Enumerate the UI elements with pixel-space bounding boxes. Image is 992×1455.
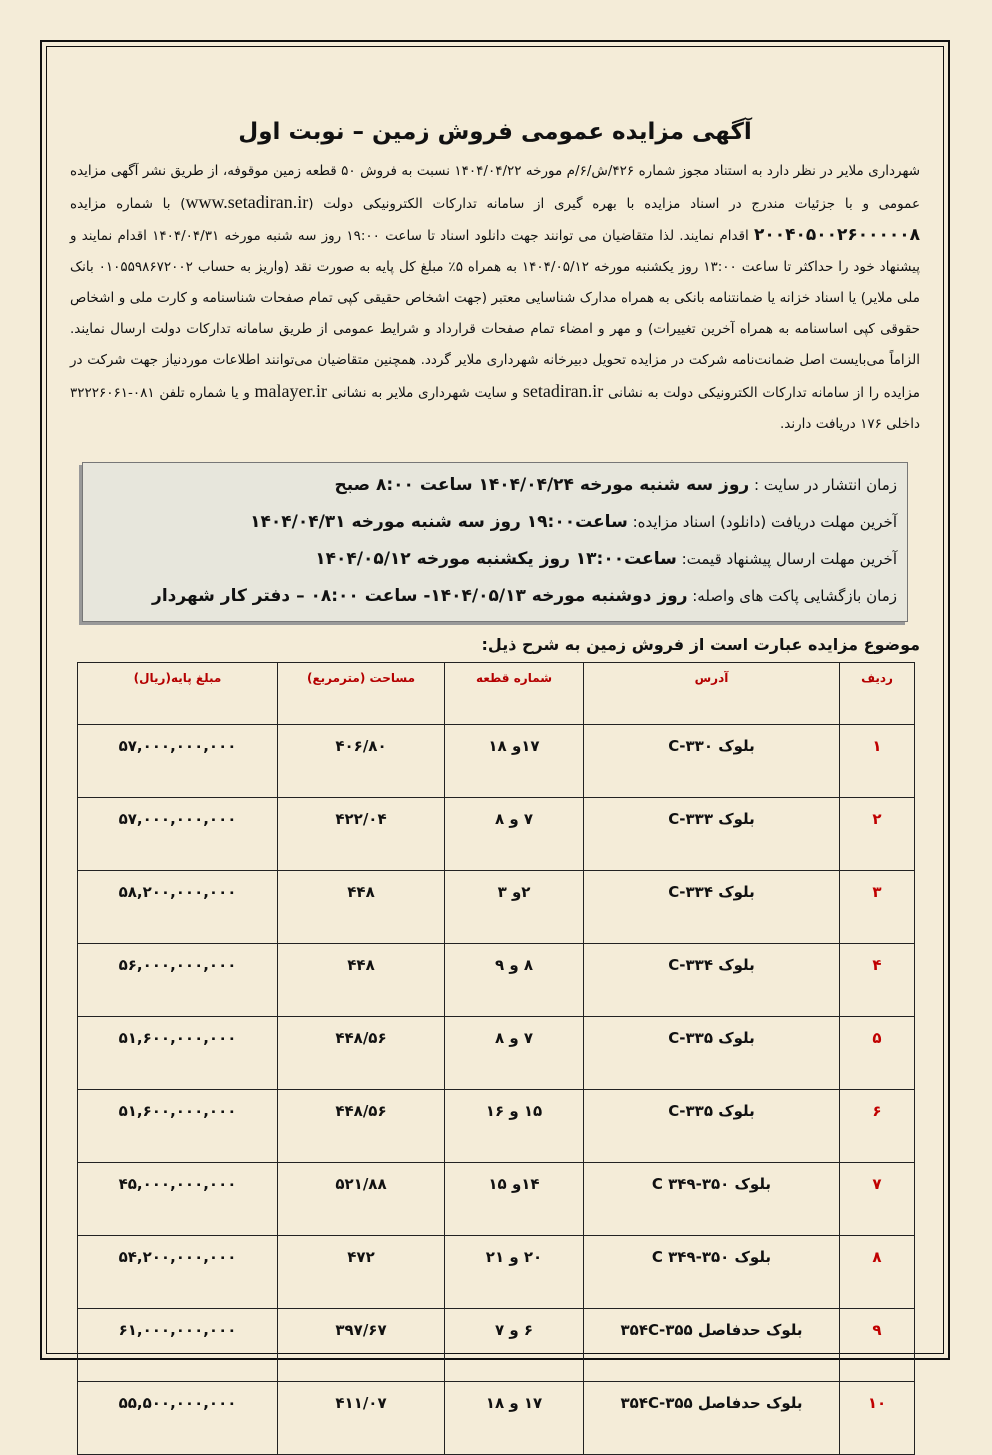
table-header-row [78, 663, 915, 725]
paragraph-part-5: و یا شماره تلفن ۰۸۱-۳۲۲۲۶۰۶۱ داخلی ۱۷۶ دریافت دارند. [70, 385, 920, 432]
document-content [70, 118, 920, 1455]
schedule-opening [93, 578, 897, 615]
table-row [78, 1382, 915, 1455]
cell-parcel: ۲و ۳ [445, 871, 584, 944]
cell-parcel: ۶ و ۷ [445, 1309, 584, 1382]
cell-address: بلوک ۳۳۵-C [584, 1090, 840, 1163]
cell-area: ۴۴۸/۵۶ [278, 1090, 445, 1163]
cell-parcel: ۸ و ۹ [445, 944, 584, 1017]
cell-idx: ۸ [840, 1236, 915, 1309]
cell-idx: ۳ [840, 871, 915, 944]
schedule-publish-label: زمان انتشار در سایت : [749, 476, 897, 494]
table-row [78, 871, 915, 944]
cell-address: بلوک حدفاصل ۳۵۵-۳۵۴C [584, 1309, 840, 1382]
table-row [78, 1017, 915, 1090]
cell-parcel: ۱۴و ۱۵ [445, 1163, 584, 1236]
header-address: آدرس [584, 663, 840, 725]
table-row [78, 798, 915, 871]
cell-price: ۵۸,۲۰۰,۰۰۰,۰۰۰ [78, 871, 278, 944]
cell-price: ۵۷,۰۰۰,۰۰۰,۰۰۰ [78, 725, 278, 798]
cell-price: ۴۵,۰۰۰,۰۰۰,۰۰۰ [78, 1163, 278, 1236]
schedule-bid [93, 541, 897, 578]
cell-area: ۴۱۱/۰۷ [278, 1382, 445, 1455]
table-row [78, 725, 915, 798]
cell-parcel: ۲۰ و ۲۱ [445, 1236, 584, 1309]
cell-address: بلوک ۳۳۰-C [584, 725, 840, 798]
table-row [78, 1236, 915, 1309]
cell-idx: ۱ [840, 725, 915, 798]
cell-address: بلوک ۳۵۰-۳۴۹ C [584, 1163, 840, 1236]
cell-parcel: ۷ و ۸ [445, 798, 584, 871]
schedule-opening-value: روز دوشنبه مورخه ۱۴۰۴/۰۵/۱۳- ساعت ۰۸:۰۰ – دفتر کار شهردار [152, 586, 688, 606]
lots-table [77, 662, 915, 1455]
table-row [78, 1163, 915, 1236]
setad-site[interactable]: setadiran.ir [522, 381, 604, 401]
header-idx: ردیف [840, 663, 915, 725]
paragraph-part-1: شهرداری ملایر در نظر دارد به استناد مجوز شماره ۴۲۶/ش/۶/م مورخه ۱۴۰۴/۰۴/۲۲ نسبت به فروش ۵۰ قطعه زمین موقوفه، از طریق نشر آگهی مزایده عمومی و با جزئیات مندرج در اسناد مزایده با بهره گیری از سامانه تدارکات الکترونیکی دولت ( [70, 163, 921, 212]
cell-idx: ۲ [840, 798, 915, 871]
auction-subject: موضوع مزایده عبارت است از فروش زمین به شرح ذیل: [481, 635, 920, 654]
header-area: مساحت (مترمربع) [278, 663, 445, 725]
cell-area: ۴۷۲ [278, 1236, 445, 1309]
cell-price: ۶۱,۰۰۰,۰۰۰,۰۰۰ [78, 1309, 278, 1382]
paragraph-part-4: و سایت شهرداری ملایر به نشانی [326, 385, 523, 401]
document-title: آگهی مزایده عمومی فروش زمین – نوبت اول [238, 119, 752, 145]
paragraph-part-3: اقدام نمایند. لذا متقاضیان می توانند جهت دانلود اسناد تا ساعت ۱۹:۰۰ روز سه شنبه مورخه ۱۴۰۴/۰۴/۳۱ اقدام نمایند و پیشنهاد خود را حداکثر تا ساعت ۱۳:۰۰ روز یکشنبه مورخه ۱۴۰۴/۰۵/۱۲ به همراه ۵٪ مبلغ کل پایه به صورت نقد (واریز به حساب ۰۱۰۵۵۹۸۶۷۲۰۰۲ بانک ملی ملایر) یا اسناد خزانه یا ضمانتنامه بانکی به همراه مدارک شناسایی معتبر (جهت اشخاص حقیقی کپی تمام صفحات شناسنامه و کارت ملی و اشخاص حقوقی کپی اساسنامه به همراه آخرین تغییرات) و مهر و امضاء تمام صفحات قرارداد و شرایط عمومی از طریق سامانه تدارکات دولت ارسال نمایند. الزاماً می‌بایست اصل ضمانت‌نامه شرکت در مزایده تحویل دبیرخانه شهرداری ملایر گردد. همچنین متقاضیان می‌توانند اطلاعات موردنیاز جهت شرکت در مزایده را از سامانه تدارکات الکترونیکی دولت به نشانی [70, 228, 920, 401]
cell-parcel: ۷ و ۸ [445, 1017, 584, 1090]
header-price: مبلغ پایه(ریال) [78, 663, 278, 725]
cell-area: ۴۴۸ [278, 944, 445, 1017]
cell-idx: ۶ [840, 1090, 915, 1163]
schedule-publish-value: روز سه شنبه مورخه ۱۴۰۴/۰۴/۲۴ ساعت ۸:۰۰ صبح [334, 475, 750, 495]
cell-address: بلوک ۳۳۵-C [584, 1017, 840, 1090]
announcement-paragraph [70, 156, 920, 440]
cell-area: ۴۲۲/۰۴ [278, 798, 445, 871]
schedule-download-value: ساعت۱۹:۰۰ روز سه شنبه مورخه ۱۴۰۴/۰۴/۳۱ [250, 512, 628, 532]
cell-parcel: ۱۷و ۱۸ [445, 725, 584, 798]
cell-price: ۵۷,۰۰۰,۰۰۰,۰۰۰ [78, 798, 278, 871]
cell-area: ۴۴۸/۵۶ [278, 1017, 445, 1090]
table-row [78, 944, 915, 1017]
schedule-download [93, 504, 897, 541]
cell-address: بلوک ۳۳۴-C [584, 871, 840, 944]
cell-parcel: ۱۵ و ۱۶ [445, 1090, 584, 1163]
cell-parcel: ۱۷ و ۱۸ [445, 1382, 584, 1455]
cell-area: ۵۲۱/۸۸ [278, 1163, 445, 1236]
schedule-bid-value: ساعت۱۳:۰۰ روز یکشنبه مورخه ۱۴۰۴/۰۵/۱۲ [315, 549, 677, 569]
cell-area: ۴۴۸ [278, 871, 445, 944]
cell-address: بلوک ۳۵۰-۳۴۹ C [584, 1236, 840, 1309]
cell-price: ۵۱,۶۰۰,۰۰۰,۰۰۰ [78, 1090, 278, 1163]
schedule-download-label: آخرین مهلت دریافت (دانلود) اسناد مزایده: [627, 513, 897, 531]
tender-number: ۲۰۰۴۰۵۰۰۲۶۰۰۰۰۰۸ [753, 225, 920, 245]
cell-area: ۳۹۷/۶۷ [278, 1309, 445, 1382]
cell-idx: ۵ [840, 1017, 915, 1090]
paragraph-part-2: ) با شماره مزایده [70, 196, 186, 212]
cell-idx: ۱۰ [840, 1382, 915, 1455]
cell-address: بلوک ۳۳۳-C [584, 798, 840, 871]
cell-price: ۵۵,۵۰۰,۰۰۰,۰۰۰ [78, 1382, 278, 1455]
setad-link[interactable]: www.setadiran.ir [185, 192, 309, 212]
cell-price: ۵۴,۲۰۰,۰۰۰,۰۰۰ [78, 1236, 278, 1309]
schedule-publish [93, 467, 897, 504]
cell-idx: ۹ [840, 1309, 915, 1382]
table-row [78, 1309, 915, 1382]
cell-price: ۵۶,۰۰۰,۰۰۰,۰۰۰ [78, 944, 278, 1017]
cell-address: بلوک ۳۳۴-C [584, 944, 840, 1017]
schedule-bid-label: آخرین مهلت ارسال پیشنهاد قیمت: [676, 550, 897, 568]
cell-address: بلوک حدفاصل ۳۵۵-۳۵۴C [584, 1382, 840, 1455]
table-row [78, 1090, 915, 1163]
cell-idx: ۷ [840, 1163, 915, 1236]
schedule-opening-label: زمان بازگشایی پاکت های واصله: [687, 587, 897, 605]
malayer-site[interactable]: malayer.ir [254, 381, 327, 401]
cell-price: ۵۱,۶۰۰,۰۰۰,۰۰۰ [78, 1017, 278, 1090]
schedule-box [82, 462, 908, 622]
header-parcel: شماره قطعه [445, 663, 584, 725]
cell-idx: ۴ [840, 944, 915, 1017]
cell-area: ۴۰۶/۸۰ [278, 725, 445, 798]
